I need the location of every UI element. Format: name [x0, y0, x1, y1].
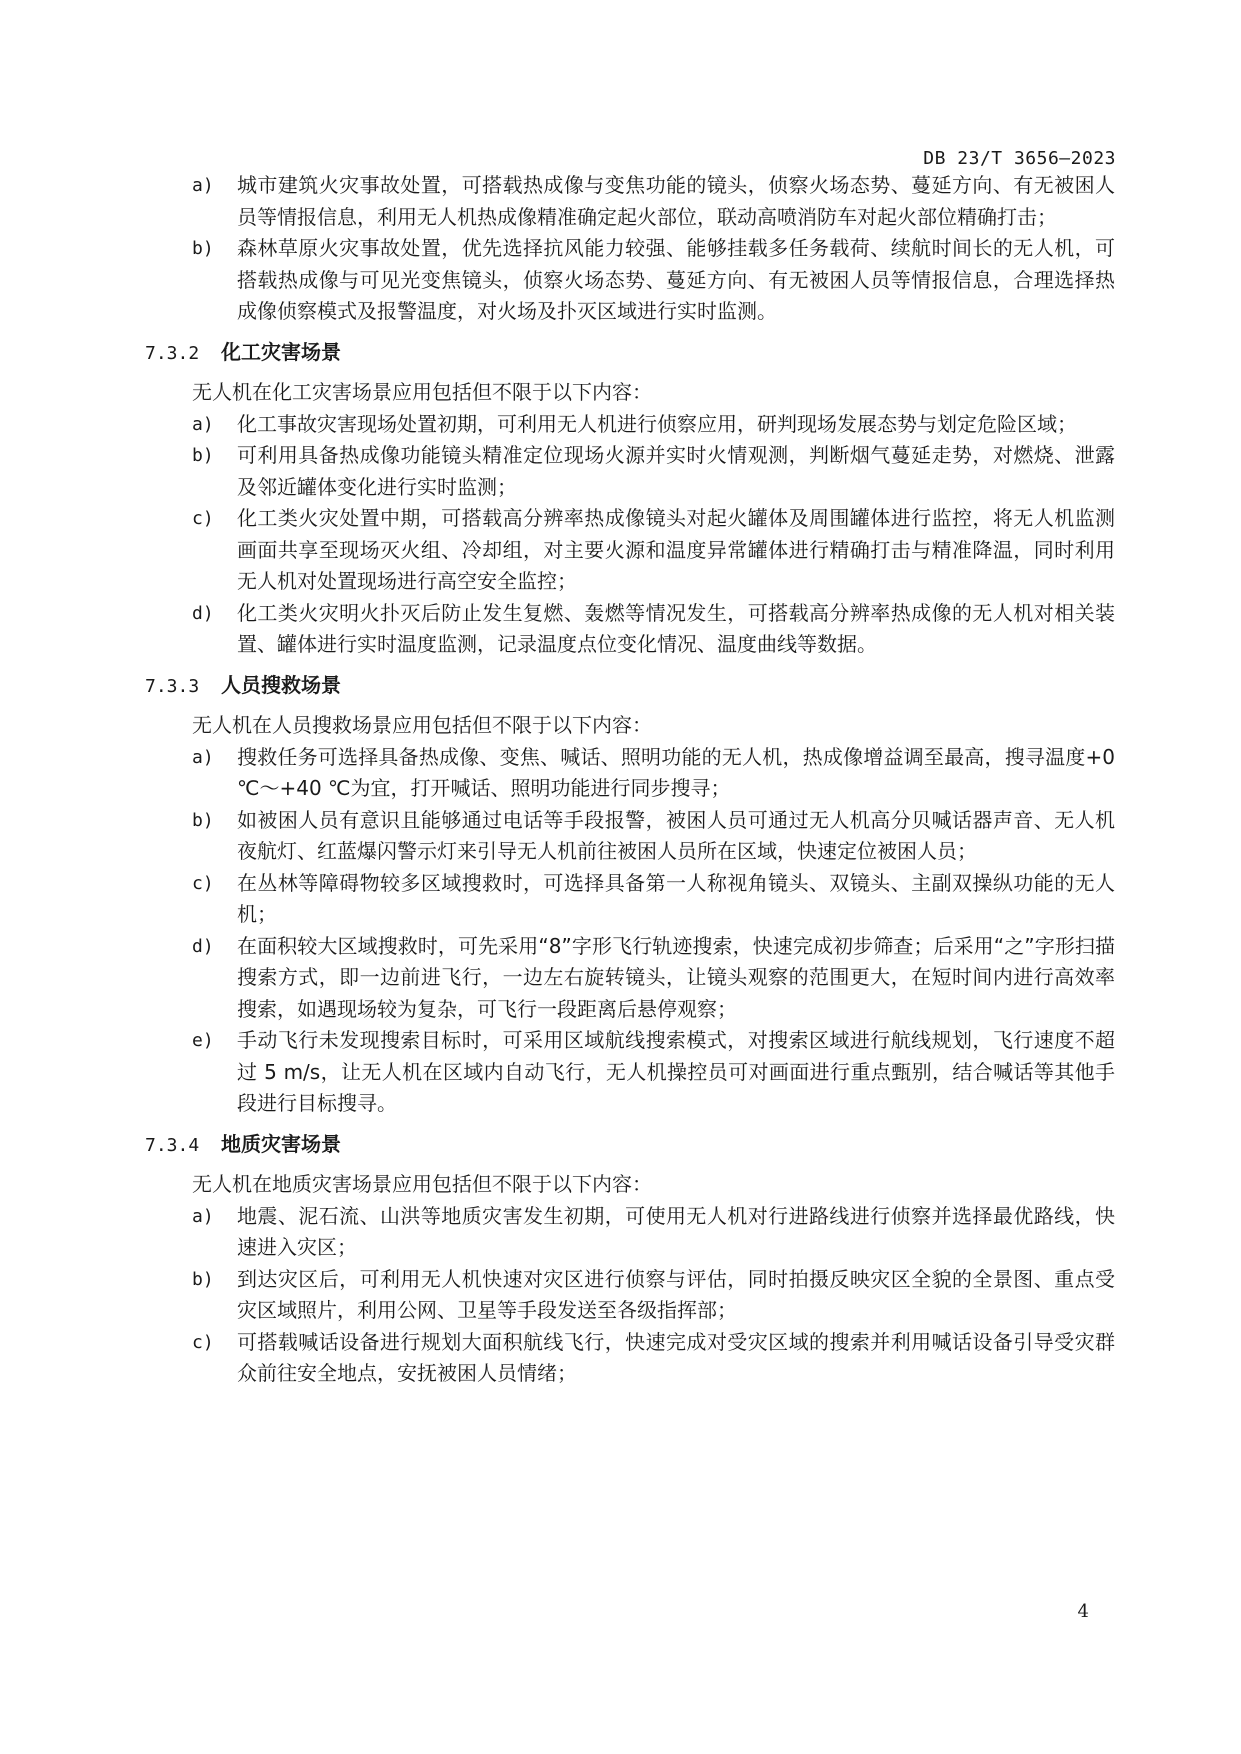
list-marker: d)	[192, 935, 214, 957]
list-item-text: 地震、泥石流、山洪等地质灾害发生初期，可使用无人机对行进路线进行侦察并选择最优路线，快速进入灾区；	[237, 1203, 1115, 1259]
list-item	[145, 1025, 1115, 1120]
section-heading-7-3-4	[145, 1129, 1115, 1162]
list-item-text: 化工类火灾处置中期，可搭载高分辨率热成像镜头对起火罐体及周围罐体进行监控，将无人机监测画面共享至现场灭火组、冷却组，对主要火源和温度异常罐体进行精确打击与精准降温，同时利用无人机对处置现场进行高空安全监控；	[237, 506, 1115, 593]
list-item	[145, 805, 1115, 868]
section-number: 7.3.2	[145, 342, 200, 364]
list-item	[145, 1201, 1115, 1264]
list-marker: d)	[192, 602, 214, 624]
list-item	[145, 503, 1115, 598]
list-marker: b)	[192, 238, 214, 259]
section-intro: 无人机在人员搜救场景应用包括但不限于以下内容：	[192, 713, 652, 737]
section-title: 化工灾害场景	[221, 339, 341, 364]
list-item	[145, 742, 1115, 805]
list-marker: b)	[192, 1268, 214, 1290]
section-heading-7-3-3	[145, 670, 1115, 703]
document-code: DB 23/T 3656—2023	[923, 148, 1116, 169]
section-number: 7.3.3	[145, 675, 200, 697]
list-item-text: 森林草原火灾事故处置，优先选择抗风能力较强、能够挂载多任务载荷、续航时间长的无人机，可搭载热成像与可见光变焦镜头，侦察火场态势、蔓延方向、有无被困人员等情报信息，合理选择热成像侦察模式及报警温度，对火场及扑灭区域进行实时监测。	[237, 236, 1115, 323]
page-content	[145, 170, 1115, 1390]
list-item-text: 手动飞行未发现搜索目标时，可采用区域航线搜索模式，对搜索区域进行航线规划，飞行速度不超过 5 m/s，让无人机在区域内自动飞行，无人机操控员可对画面进行重点甄别，结合喊话等其他手段进行目标搜寻。	[237, 1028, 1115, 1115]
list-marker: c)	[192, 1331, 214, 1353]
list-marker: a)	[192, 413, 214, 435]
list-item-text: 搜救任务可选择具备热成像、变焦、喊话、照明功能的无人机，热成像增益调至最高，搜寻温度+0 ℃～+40 ℃为宜，打开喊话、照明功能进行同步搜寻；	[237, 744, 1115, 800]
list-item-text: 可利用具备热成像功能镜头精准定位现场火源并实时火情观测，判断烟气蔓延走势，对燃烧、泄露及邻近罐体变化进行实时监测；	[237, 443, 1115, 499]
section-number: 7.3.4	[145, 1134, 200, 1156]
list-marker: b)	[192, 445, 214, 466]
list-marker: a)	[192, 175, 214, 196]
list-marker: c)	[192, 508, 214, 529]
list-item	[145, 868, 1115, 931]
section-intro: 无人机在地质灾害场景应用包括但不限于以下内容：	[192, 1172, 652, 1196]
list-item-text: 可搭载喊话设备进行规划大面积航线飞行，快速完成对受灾区域的搜索并利用喊话设备引导受灾群众前往安全地点，安抚被困人员情绪；	[237, 1329, 1115, 1385]
list-marker: a)	[192, 1205, 214, 1227]
list-item-text: 在丛林等障碍物较多区域搜救时，可选择具备第一人称视角镜头、双镜头、主副双操纵功能的无人机；	[237, 870, 1115, 926]
list-marker: a)	[192, 746, 214, 768]
section-intro: 无人机在化工灾害场景应用包括但不限于以下内容：	[192, 380, 652, 404]
list-item	[145, 409, 1115, 441]
list-item-text: 在面积较大区域搜救时，可先采用“8”字形飞行轨迹搜索，快速完成初步筛查；后采用“之”字形扫描搜索方式，即一边前进飞行，一边左右旋转镜头，让镜头观察的范围更大，在短时间内进行高效率搜索，如遇现场较为复杂，可飞行一段距离后悬停观察；	[237, 933, 1115, 1021]
section-title: 地质灾害场景	[221, 1131, 341, 1156]
list-item-text: 到达灾区后，可利用无人机快速对灾区进行侦察与评估，同时拍摄反映灾区全貌的全景图、重点受灾区域照片，利用公网、卫星等手段发送至各级指挥部；	[237, 1266, 1115, 1322]
list-item	[145, 233, 1115, 328]
list-marker: e)	[192, 1030, 214, 1051]
list-marker: b)	[192, 809, 214, 831]
page-number: 4	[1077, 1601, 1089, 1622]
list-item-text: 化工类火灾明火扑灭后防止发生复燃、轰燃等情况发生，可搭载高分辨率热成像的无人机对相关装置、罐体进行实时温度监测，记录温度点位变化情况、温度曲线等数据。	[237, 600, 1115, 656]
list-marker: c)	[192, 872, 214, 894]
list-item-text: 化工事故灾害现场处置初期，可利用无人机进行侦察应用，研判现场发展态势与划定危险区域；	[237, 411, 1077, 436]
list-item	[145, 598, 1115, 661]
list-item-text: 城市建筑火灾事故处置，可搭载热成像与变焦功能的镜头，侦察火场态势、蔓延方向、有无被困人员等情报信息，利用无人机热成像精准确定起火部位，联动高喷消防车对起火部位精确打击；	[237, 173, 1115, 229]
list-item	[145, 170, 1115, 233]
list-item	[145, 1264, 1115, 1327]
list-item-text: 如被困人员有意识且能够通过电话等手段报警，被困人员可通过无人机高分贝喊话器声音、无人机夜航灯、红蓝爆闪警示灯来引导无人机前往被困人员所在区域，快速定位被困人员；	[237, 807, 1115, 863]
list-item	[145, 1327, 1115, 1390]
list-item	[145, 931, 1115, 1026]
section-heading-7-3-2	[145, 337, 1115, 370]
list-item	[145, 440, 1115, 503]
section-title: 人员搜救场景	[221, 672, 341, 697]
